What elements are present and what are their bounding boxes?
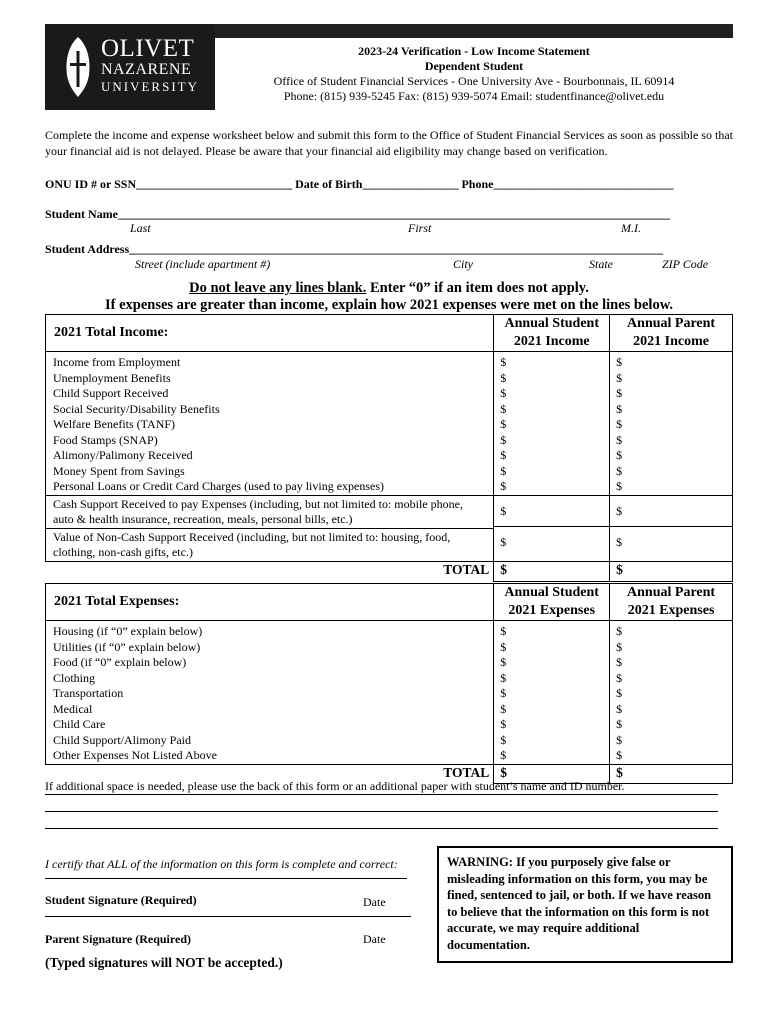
income-student-amounts[interactable]	[494, 352, 610, 562]
dollar-sign: $	[500, 479, 507, 493]
expenses-student-header: Annual Student 2021 Expenses	[494, 584, 610, 621]
addr-zip-label: ZIP Code	[662, 257, 709, 271]
name-last-label: Last	[130, 221, 151, 235]
dollar-sign: $	[500, 355, 507, 369]
dollar-sign: $	[500, 370, 507, 385]
expenses-total-label: TOTAL	[443, 764, 490, 780]
dollar-sign: $	[500, 401, 507, 416]
dollar-sign: $	[610, 526, 732, 557]
dollar-sign: $	[500, 448, 507, 462]
dollar-sign: $	[616, 686, 623, 700]
explanation-line-1[interactable]	[45, 794, 718, 795]
notice-line-1	[45, 280, 733, 297]
income-item: Unemployment Benefits	[53, 370, 171, 385]
dollar-sign: $	[500, 463, 507, 478]
income-items	[46, 352, 494, 562]
dollar-sign: $	[500, 624, 507, 638]
addr-city-label: City	[453, 257, 473, 271]
office-address: Office of Student Financial Services - One University Ave - Bourbonnais, IL 60914	[273, 74, 675, 88]
dollar-sign: $	[494, 526, 609, 557]
dollar-sign: $	[616, 417, 623, 431]
addr-street-label: Street (include apartment #)	[135, 257, 271, 271]
notice-rest: Enter “0” if an item does not apply.	[366, 280, 589, 296]
student-date-label: Date	[363, 895, 386, 909]
dollar-sign: $	[616, 401, 623, 416]
expense-parent-amounts[interactable]	[610, 621, 733, 765]
income-title: 2021 Total Income:	[46, 315, 494, 352]
dollar-sign: $	[616, 370, 623, 385]
income-item: Food Stamps (SNAP)	[53, 432, 158, 447]
dollar-sign: $	[616, 701, 623, 716]
income-item: Income from Employment	[53, 355, 181, 369]
expense-item: Housing (if “0” explain below)	[53, 624, 203, 638]
expense-student-amounts[interactable]	[494, 621, 610, 765]
office-contact: Phone: (815) 939-5245 Fax: (815) 939-5074 Email: studentfinance@olivet.edu	[283, 89, 665, 103]
dollar-sign: $	[616, 432, 623, 447]
dollar-sign: $	[616, 639, 623, 654]
expenses-parent-total[interactable]: $	[610, 764, 733, 783]
dollar-sign: $	[494, 495, 609, 526]
dollar-sign: $	[500, 748, 507, 762]
student-signature-label: Student Signature (Required)	[45, 893, 197, 907]
parent-signature-label: Parent Signature (Required)	[45, 932, 191, 946]
dollar-sign: $	[500, 732, 507, 747]
explanation-line-3[interactable]	[45, 828, 718, 829]
income-item: Alimony/Palimony Received	[53, 448, 193, 462]
intro-text: Complete the income and expense worksheet below and submit this form to the Office of Student Financial Services as soon as possible so that your financial aid is not delayed. Please be aware that your financial aid eligibility may change based on verification.	[45, 128, 733, 158]
dollar-sign: $	[500, 717, 507, 731]
income-student-header: Annual Student 2021 Income	[494, 315, 610, 352]
student-name-line[interactable]: Student Name____________________________________________________________________________________________	[45, 207, 671, 221]
shield-cross-icon	[65, 37, 91, 97]
notice-underlined: Do not leave any lines blank.	[189, 280, 367, 296]
form-header	[215, 44, 733, 104]
warning-box: WARNING: If you purposely give false or misleading information on this form, you may be fined, sentenced to jail, or both. If we have reason to believe that the information on this form is not accurate, we may require additional documentation.	[437, 846, 733, 963]
dollar-sign: $	[500, 686, 507, 700]
expense-item: Clothing	[53, 670, 96, 685]
income-parent-total[interactable]: $	[610, 561, 733, 581]
expense-item: Child Care	[53, 717, 106, 731]
addr-state-label: State	[589, 257, 613, 271]
income-student-total[interactable]: $	[494, 561, 610, 581]
certification-statement: I certify that ALL of the information on this form is complete and correct:	[45, 857, 398, 871]
dollar-sign: $	[616, 479, 623, 493]
dollar-sign: $	[500, 655, 507, 669]
dollar-sign: $	[500, 670, 507, 685]
form-title: 2023-24 Verification - Low Income Statement	[358, 44, 590, 58]
parent-date-label: Date	[363, 932, 386, 946]
income-item: Child Support Received	[53, 386, 169, 400]
dollar-sign: $	[616, 355, 623, 369]
dollar-sign: $	[616, 655, 623, 669]
dollar-sign: $	[500, 432, 507, 447]
dollar-sign: $	[500, 386, 507, 400]
income-item-noncash: Value of Non-Cash Support Received (including, but not limited to: housing, food, clothing, non-cash gifts, etc.)	[46, 528, 493, 561]
income-total-label: TOTAL	[443, 561, 490, 577]
form-subtitle: Dependent Student	[424, 59, 524, 73]
dollar-sign: $	[616, 732, 623, 747]
dollar-sign: $	[616, 748, 623, 762]
id-dob-phone-line[interactable]: ONU ID # or SSN__________________________ Date of Birth________________ Phone______________________________	[45, 177, 674, 191]
university-logo	[45, 24, 215, 110]
expense-items	[46, 621, 494, 765]
dollar-sign: $	[500, 417, 507, 431]
student-signature-line[interactable]	[45, 878, 407, 879]
dollar-sign: $	[500, 639, 507, 654]
dollar-sign: $	[500, 701, 507, 716]
student-address-line[interactable]: Student Address_________________________________________________________________________________________	[45, 242, 664, 256]
expenses-title: 2021 Total Expenses:	[46, 584, 494, 621]
income-item-cash: Cash Support Received to pay Expenses (including, but not limited to: mobile phone, auto & health insurance, recreation, meals, personal bills, etc.)	[46, 495, 493, 528]
expense-item: Food (if “0” explain below)	[53, 655, 187, 669]
parent-signature-line[interactable]	[45, 916, 411, 917]
additional-space-note: If additional space is needed, please use the back of this form or an additional paper with student’s name and ID number.	[45, 779, 625, 793]
dollar-sign: $	[616, 463, 623, 478]
dollar-sign: $	[616, 717, 623, 731]
name-first-label: First	[408, 221, 432, 235]
income-parent-header: Annual Parent 2021 Income	[610, 315, 733, 352]
explanation-line-2[interactable]	[45, 811, 718, 812]
logo-line-1: OLIVET	[101, 35, 195, 62]
name-mi-label: M.I.	[621, 221, 641, 235]
expenses-student-total[interactable]: $	[494, 764, 610, 783]
dollar-sign: $	[616, 386, 623, 400]
income-item: Money Spent from Savings	[53, 463, 185, 478]
dollar-sign: $	[610, 495, 732, 526]
logo-line-2: NAZARENE	[101, 61, 192, 78]
income-item: Personal Loans or Credit Card Charges (used to pay living expenses)	[53, 479, 385, 493]
dollar-sign: $	[616, 624, 623, 638]
income-item: Social Security/Disability Benefits	[53, 401, 220, 416]
dollar-sign: $	[616, 670, 623, 685]
expense-item: Other Expenses Not Listed Above	[53, 748, 217, 762]
expense-item: Transportation	[53, 686, 124, 700]
dollar-sign: $	[616, 448, 623, 462]
expenses-table	[45, 583, 733, 784]
typed-signature-note: (Typed signatures will NOT be accepted.)	[45, 955, 283, 970]
notice-line-2: If expenses are greater than income, explain how 2021 expenses were met on the lines below.	[104, 297, 673, 313]
expense-item: Utilities (if “0” explain below)	[53, 639, 201, 654]
income-table	[45, 314, 733, 582]
expenses-parent-header: Annual Parent 2021 Expenses	[610, 584, 733, 621]
expense-item: Child Support/Alimony Paid	[53, 732, 192, 747]
income-item: Welfare Benefits (TANF)	[53, 417, 176, 431]
logo-line-3: UNIVERSITY	[101, 79, 199, 94]
income-parent-amounts[interactable]	[610, 352, 733, 562]
expense-item: Medical	[53, 701, 93, 716]
